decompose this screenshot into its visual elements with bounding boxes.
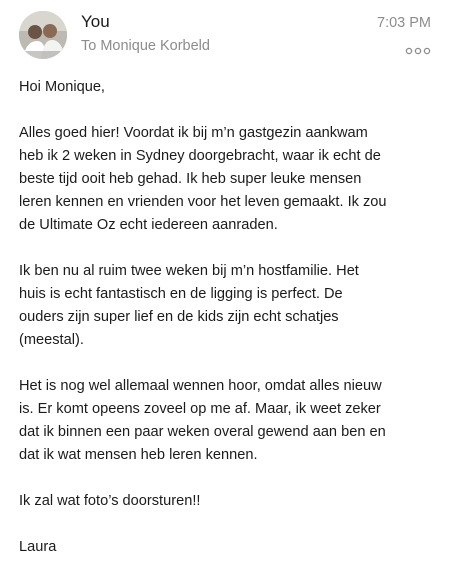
message-time: 7:03 PM: [377, 15, 431, 31]
more-horizontal-icon[interactable]: [405, 43, 431, 53]
message-header: [0, 0, 450, 66]
paragraph-4: Ik zal wat foto’s doorsturen!!: [19, 493, 201, 509]
user-photo-avatar: [19, 11, 67, 59]
greeting: Hoi Monique,: [19, 79, 105, 95]
signature: Laura: [19, 539, 57, 555]
recipient-line[interactable]: To Monique Korbeld: [81, 38, 210, 54]
paragraph-3: Het is nog wel allemaal wennen hoor, omdat alles nieuw is. Er komt opeens zoveel op me af. Maar, ik weet zeker dat ik binnen een paar weken overal gewend aan ben en dat ik wat mensen heb leren kennen.: [19, 378, 386, 463]
avatar[interactable]: [19, 11, 67, 59]
message-body: [19, 76, 439, 559]
paragraph-1: Alles goed hier! Voordat ik bij m’n gastgezin aankwam heb ik 2 weken in Sydney doorgebracht, waar ik echt de beste tijd ooit heb gehad. Ik heb super leuke mensen leren kennen en vrienden voor het leven gemaakt. Ik zou de Ultimate Oz echt iedereen aanraden.: [19, 125, 387, 233]
sender-name: You: [81, 12, 110, 31]
paragraph-2: Ik ben nu al ruim twee weken bij m’n hostfamilie. Het huis is echt fantastisch en de ligging is perfect. De ouders zijn super lief en de kids zijn echt schatjes (meestal).: [19, 263, 359, 348]
